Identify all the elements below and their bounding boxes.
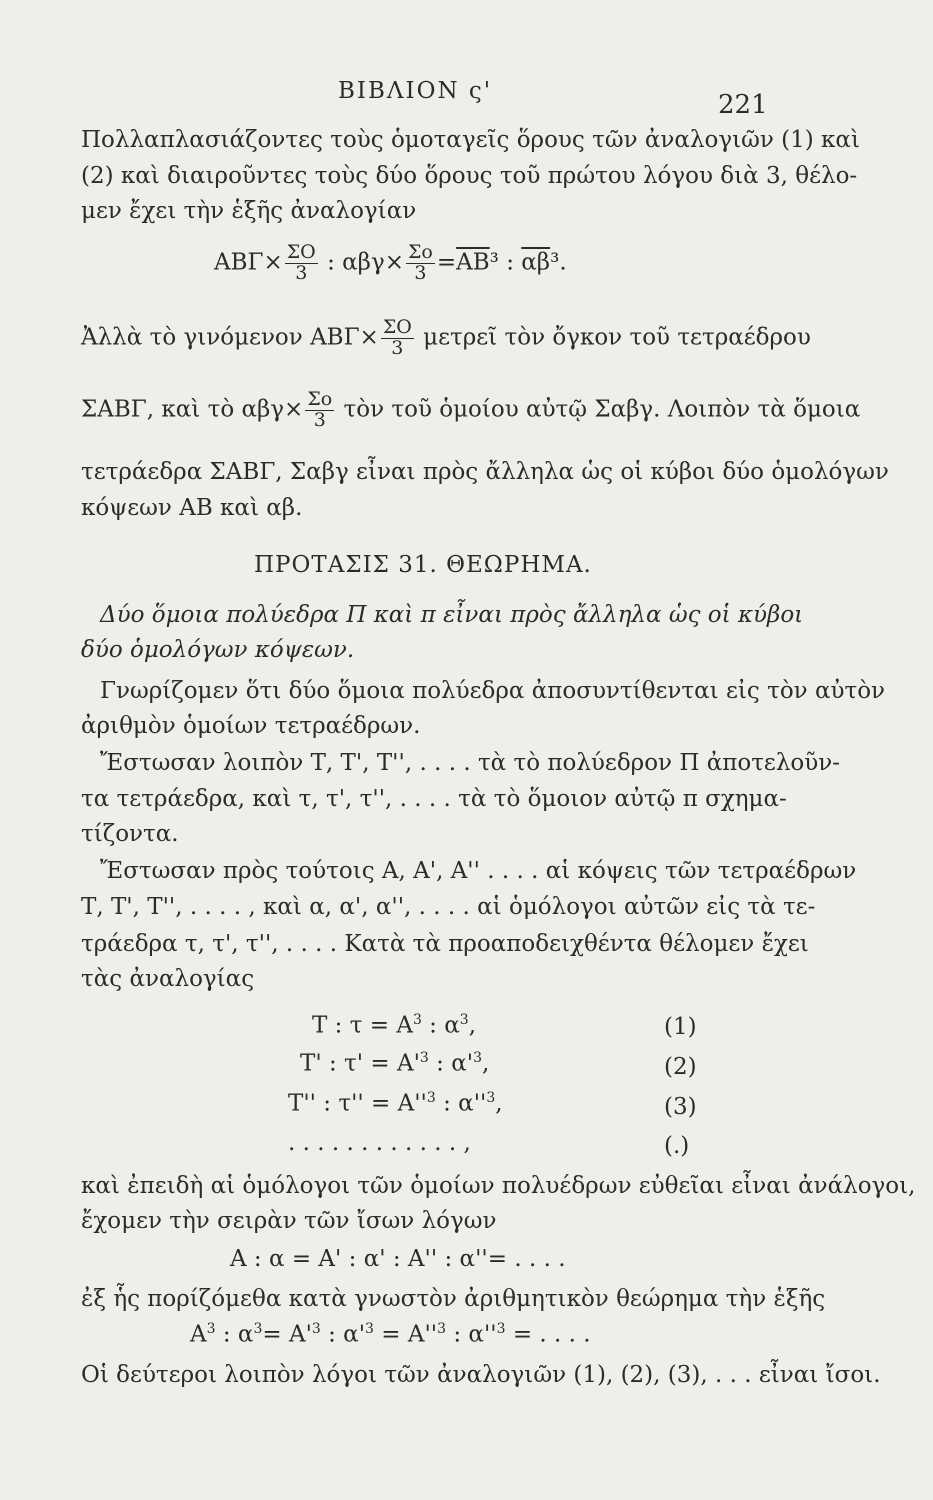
- text-line: τα τετράεδρα, καὶ τ, τ', τ'', . . . . τὰ τὸ ὅμοιον αὐτῷ π σχημα-: [81, 786, 787, 812]
- overlined-term: $\overline{AB}$: [456, 249, 490, 276]
- text-line: ἔχομεν τὴν σειρὰν τῶν ἴσων λόγων: [81, 1208, 497, 1234]
- text-line: [81, 390, 860, 431]
- text-line: μεν ἔχει τὴν ἑξῆς ἀναλογίαν: [81, 198, 417, 224]
- page-number: 221: [718, 90, 768, 120]
- equation-1: Τ : $\tau = A^3$ : $\alpha^3$,: [312, 1012, 477, 1039]
- denominator: 3: [414, 261, 427, 284]
- equation-part: : α: [421, 1012, 460, 1039]
- fraction: [305, 390, 334, 431]
- text-line: Ἔστωσαν λοιπὸν Τ, Τ', Τ'', . . . . τὰ τὸ πολύεδρον Π ἀποτελοῦν-: [100, 750, 840, 776]
- equation-part: : α'': [435, 1090, 487, 1117]
- equation-part: : α: [215, 1321, 254, 1348]
- equation-number: (3): [664, 1094, 697, 1120]
- theorem-statement: δύο ὁμολόγων κόψεων.: [81, 637, 355, 663]
- equation-part: : α'': [446, 1321, 497, 1348]
- numerator: Σο: [407, 241, 433, 263]
- text-line: [81, 318, 811, 359]
- numerator: ΣΟ: [382, 316, 412, 338]
- equation-lhs: Τ : τ = Α: [312, 1012, 413, 1039]
- text-line: Πολλαπλασιάζοντες τοὺς ὁμοταγεῖς ὅρους τῶν ἀναλογιῶν (1) καὶ: [81, 127, 860, 153]
- formula-part: =: [436, 249, 457, 276]
- text-part: Ἀλλὰ τὸ γινόμενον ΑΒΓ×: [81, 324, 379, 351]
- text-part: ΣΑΒΓ, καὶ τὸ αβγ×: [81, 396, 304, 423]
- text-line: Γνωρίζομεν ὅτι δύο ὅμοια πολύεδρα ἀποσυντίθενται εἰς τὸν αὐτὸν: [100, 678, 886, 704]
- equation-part: : α': [320, 1321, 366, 1348]
- denominator: 3: [391, 336, 404, 359]
- text-line: καὶ ἐπειδὴ αἱ ὁμόλογοι τῶν ὁμοίων πολυέδρων εὐθεῖαι εἶναι ἀνάλογοι,: [81, 1173, 916, 1199]
- equation-lhs: Τ'' : τ'' = Α'': [288, 1090, 427, 1117]
- equation-3: Τ'' : $\tau'' = A''^3$ : $\alpha''^3$,: [288, 1090, 503, 1117]
- formula-part: ΑΒΓ×: [214, 249, 283, 276]
- text-line: τίζοντα.: [81, 821, 179, 847]
- equation-part: ,: [495, 1090, 503, 1117]
- fraction: [285, 243, 318, 284]
- equation-part: : α': [428, 1050, 474, 1077]
- text-line: Οἱ δεύτεροι λοιπὸν λόγοι τῶν ἀναλογιῶν (1), (2), (3), . . . εἶναι ἴσοι.: [81, 1362, 881, 1388]
- text-line: τετράεδρα ΣΑΒΓ, Σαβγ εἶναι πρὸς ἄλληλα ὡς οἱ κύβοι δύο ὁμολόγων: [81, 459, 889, 485]
- equation-part: = Α': [262, 1321, 312, 1348]
- equation-part: = . . . .: [505, 1321, 591, 1348]
- text-line: κόψεων ΑΒ καὶ αβ.: [81, 495, 303, 521]
- formula-part: ³.: [550, 249, 567, 276]
- equation-ellipsis: . . . . . . . . . . . . ,: [288, 1130, 471, 1156]
- equation-part: ,: [468, 1012, 477, 1039]
- equation-number: (.): [664, 1133, 690, 1159]
- equation-number: (1): [664, 1014, 697, 1040]
- ratio-series: Α : α = Α' : α' : Α'' : α''= . . . .: [230, 1246, 566, 1272]
- running-header: ΒΙΒΛΙΟΝ ς': [338, 78, 493, 104]
- formula-part: ³ :: [489, 249, 522, 276]
- overlined-term: $\overline{\alpha\beta}$: [521, 249, 551, 276]
- text-line: ἀριθμὸν ὁμοίων τετραέδρων.: [81, 713, 421, 739]
- formula-volume-ratio: [214, 243, 567, 284]
- text-line: Ἔστωσαν πρὸς τούτοις Α, Α', Α'' . . . . αἱ κόψεις τῶν τετραέδρων: [100, 858, 857, 884]
- fraction: [381, 318, 414, 359]
- equation-part: ,: [482, 1050, 490, 1077]
- theorem-statement: Δύο ὅμοια πολύεδρα Π καὶ π εἶναι πρὸς ἄλληλα ὡς οἱ κύβοι: [100, 602, 804, 628]
- text-part: μετρεῖ τὸν ὄγκον τοῦ τετραέδρου: [415, 324, 811, 351]
- text-part: τὸν τοῦ ὁμοίου αὐτῷ Σαβγ. Λοιπὸν τὰ ὅμοια: [336, 396, 861, 423]
- text-line: τὰς ἀναλογίας: [81, 966, 255, 992]
- denominator: 3: [313, 408, 326, 431]
- text-line: ἐξ ἧς πορίζόμεθα κατὰ γνωστὸν ἀριθμητικὸν θεώρημα τὴν ἑξῆς: [81, 1286, 826, 1312]
- cube-ratio-series: $A^3$ : $\alpha^3= A'^3$ : $\alpha'^3 = A''^3$ : $\alpha''^3$ = . . . .: [190, 1321, 591, 1348]
- text-line: (2) καὶ διαιροῦντες τοὺς δύο ὅρους τοῦ πρώτου λόγου διὰ 3, θέλο-: [81, 163, 858, 189]
- text-line: τράεδρα τ, τ', τ'', . . . . Κατὰ τὰ προαποδειχθέντα θέλομεν ἔχει: [81, 931, 809, 957]
- numerator: ΣΟ: [286, 241, 316, 263]
- equation-number: (2): [664, 1054, 697, 1080]
- fraction: [406, 243, 435, 284]
- text-line: Τ, Τ', Τ'', . . . . , καὶ α, α', α'', . . . . αἱ ὁμόλογοι αὐτῶν εἰς τὰ τε-: [81, 894, 816, 920]
- equation-part: Α: [190, 1321, 207, 1348]
- numerator: Σο: [307, 388, 333, 410]
- formula-part: : αβγ×: [319, 249, 404, 276]
- proposition-heading: ΠΡΟΤΑΣΙΣ 31. ΘΕΩΡΗΜΑ.: [254, 552, 592, 578]
- denominator: 3: [295, 261, 308, 284]
- equation-2: Τ' : $\tau' = A'^3$ : $\alpha'^3$,: [300, 1050, 490, 1077]
- equation-part: = Α'': [373, 1321, 438, 1348]
- equation-lhs: Τ' : τ' = Α': [300, 1050, 420, 1077]
